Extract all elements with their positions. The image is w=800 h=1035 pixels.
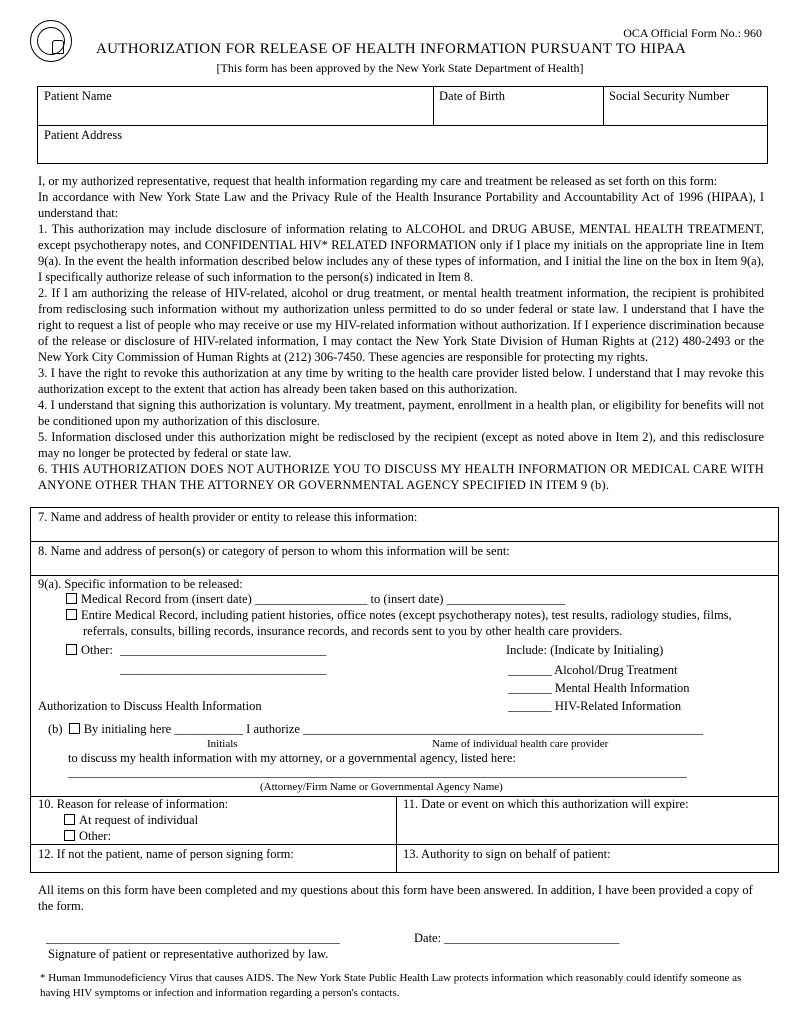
footnote: * Human Immunodeficiency Virus that causes AIDS. The New York State Public Health Law protects information which reasonably could identify someone as having HIV symptoms or infection and information regarding a person's contacts. [40,972,742,999]
page-title: AUTHORIZATION FOR RELEASE OF HEALTH INFORMATION PURSUANT TO HIPAA [96,41,687,57]
checkbox-icon[interactable] [64,814,75,825]
checkbox-icon[interactable] [64,830,75,841]
entire-record-continued: referrals, consults, billing records, insurance records, and records sent to you by other health care providers. [83,624,623,638]
intro-text: I, or my authorized representative, request that health information regarding my care and treatment be released as set forth on this form: [38,174,718,188]
item-11-field[interactable]: 11. Date or event on which this authorization will expire: [403,797,689,811]
other-line-2[interactable]: _________________________________ [120,662,327,676]
attorney-line[interactable]: ___________________________________________________________________________________________________ [68,765,687,779]
include-label: Include: (Indicate by Initialing) [506,643,664,657]
form-number: OCA Official Form No.: 960 [623,26,762,40]
medical-record-option[interactable]: Medical Record from (insert date) __________________ to (insert date) ___________________ [66,592,565,607]
initials-caption: Initials [207,738,238,750]
completion-statement: All items on this form have been completed and my questions about this form have been answered. In addition, I have been provided a copy of the form. [38,883,753,913]
other-option[interactable]: Other: [66,643,113,658]
item-7-field[interactable]: 7. Name and address of health provider or entity to release this information: [38,510,418,524]
discuss-text: to discuss my health information with my attorney, or a governmental agency, listed here: [68,751,516,765]
other-line-1[interactable]: _________________________________ [120,643,327,657]
item-1-text: 1. This authorization may include disclosure of information relating to ALCOHOL and DRUG ABUSE, MENTAL HEALTH TREATMENT, except psychotherapy notes, and CONFIDENTIAL HIV* RELATED INFORMATION only if I place my initials on the appropriate line in Item 9(a). In the event the health information described below includes any of these types of information, and I initial the line on the box in Item 9(a), I specifically authorize release of such information to the person(s) indicated in Item 8. [38,222,764,284]
page-subtitle: [This form has been approved by the New York State Department of Health] [216,61,584,75]
date-of-birth-field[interactable]: Date of Birth [439,89,505,103]
item-10-label: 10. Reason for release of information: [38,797,229,811]
checkbox-icon[interactable] [66,609,77,620]
item-6-text: 6. THIS AUTHORIZATION DOES NOT AUTHORIZE YOU TO DISCUSS MY HEALTH INFORMATION OR MEDICAL CARE WITH ANYONE OTHER THAN THE ATTORNEY OR GOVERNMENTAL AGENCY SPECIFIED IN ITEM 9 (b). [38,462,764,492]
ssn-field[interactable]: Social Security Number [609,89,730,103]
other-reason-option[interactable]: Other: [64,829,111,844]
include-mental-line[interactable]: _______ Mental Health Information [508,681,690,695]
at-request-option[interactable]: At request of individual [64,813,198,828]
body-text [38,173,764,493]
accordance-text: In accordance with New York State Law and the Privacy Rule of the Health Insurance Portability and Accountability Act of 1996 (HIPAA), I understand that: [38,190,764,220]
item-3-text: 3. I have the right to revoke this authorization at any time by writing to the health care provider listed below. I understand that I may revoke this authorization except to the extent that action has already been taken based on this authorization. [38,366,764,396]
nys-seal-icon [30,20,72,62]
item-12-field[interactable]: 12. If not the patient, name of person signing form: [38,847,294,861]
entire-record-option[interactable]: Entire Medical Record, including patient histories, office notes (except psychotherapy notes), test results, radiology studies, films, [66,608,732,623]
checkbox-icon[interactable] [69,723,80,734]
signature-caption: Signature of patient or representative authorized by law. [48,947,329,961]
date-field[interactable]: Date: ____________________________ [414,931,620,945]
auth-discuss-heading: Authorization to Discuss Health Information [38,699,262,713]
item-5-text: 5. Information disclosed under this authorization might be redisclosed by the recipient (except as noted above in Item 2), and this redisclosure may no longer be protected by federal or state law. [38,430,764,460]
item-9a-label: 9(a). Specific information to be released: [38,577,243,591]
checkbox-icon[interactable] [66,593,77,604]
signature-line[interactable]: _______________________________________________ [46,931,340,945]
patient-name-field[interactable]: Patient Name [44,89,112,103]
include-alcohol-line[interactable]: _______ Alcohol/Drug Treatment [508,663,678,677]
item-2-text: 2. If I am authorizing the release of HIV-related, alcohol or drug treatment, or mental health treatment information, the recipient is prohibited from redisclosing such information without my authorization unless permitted to do so under federal or state law. I understand that I have the right to request a list of people who may receive or use my HIV-related information without authorization. If I experience discrimination because of the release or disclosure of HIV-related information, I may contact the New York State Division of Human Rights at (212) 480-2493 or the New York City Commission of Human Rights at (212) 306-7450. These agencies are responsible for protecting my rights. [38,286,764,364]
item-4-text: 4. I understand that signing this authorization is voluntary. My treatment, payment, enrollment in a health plan, or eligibility for benefits will not be conditioned upon my authorization of this disclosure. [38,398,764,428]
attorney-caption: (Attorney/Firm Name or Governmental Agency Name) [260,781,503,793]
checkbox-icon[interactable] [66,644,77,655]
include-hiv-line[interactable]: _______ HIV-Related Information [508,699,682,713]
item-9b-row[interactable]: (b) By initialing here ___________ I authorize ________________________________________________________________ [48,722,704,736]
patient-address-field[interactable]: Patient Address [44,128,123,142]
item-13-field[interactable]: 13. Authority to sign on behalf of patient: [403,847,611,861]
provider-caption: Name of individual health care provider [432,738,609,750]
item-8-field[interactable]: 8. Name and address of person(s) or category of person to whom this information will be sent: [38,544,510,558]
